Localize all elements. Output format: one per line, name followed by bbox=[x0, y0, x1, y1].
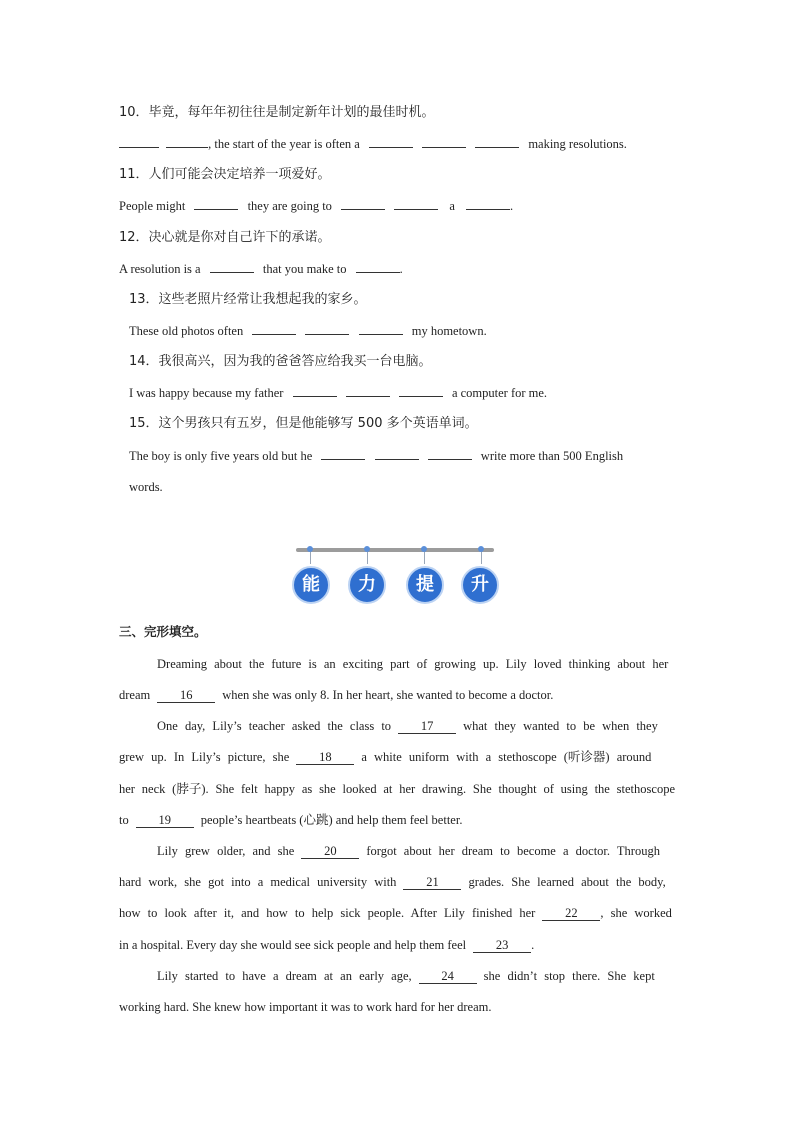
cloze-text: Lily grew older, and she bbox=[157, 844, 295, 858]
banner-char: 能 bbox=[292, 566, 330, 604]
answer-blank[interactable] bbox=[375, 447, 419, 460]
cloze-line bbox=[157, 842, 660, 860]
q15-text-b: write more than 500 English bbox=[480, 449, 624, 463]
cloze-text: One day, Lily’s teacher asked the class to bbox=[157, 719, 392, 733]
answer-blank[interactable] bbox=[166, 135, 208, 148]
banner-stem bbox=[367, 552, 368, 564]
answer-blank[interactable] bbox=[194, 197, 238, 210]
cloze-text: how to look after it, and how to help sick people. After Lily finished her bbox=[119, 906, 536, 920]
cloze-text: in a hospital. Every day she would see sick people and help them feel bbox=[119, 938, 467, 952]
cloze-text: Dreaming about the future is an exciting part of growing up. Lily loved thinking about her bbox=[157, 657, 669, 671]
cloze-blank-number[interactable]: 21 bbox=[403, 875, 461, 890]
banner-char: 升 bbox=[461, 566, 499, 604]
q10-chinese: 10．毕竟，每年年初往往是制定新年计划的最佳时机。 bbox=[119, 105, 435, 120]
q11-english bbox=[119, 197, 513, 215]
answer-blank[interactable] bbox=[369, 135, 413, 148]
cloze-blank-number[interactable]: 22 bbox=[542, 906, 600, 921]
cloze-text: people’s heartbeats (心跳) and help them feel better. bbox=[200, 813, 463, 827]
q11-text-c: a bbox=[449, 199, 455, 213]
cloze-line bbox=[119, 936, 534, 954]
q13-english bbox=[129, 322, 487, 340]
answer-blank[interactable] bbox=[399, 384, 443, 397]
answer-blank[interactable] bbox=[346, 384, 390, 397]
cloze-text: a white uniform with a stethoscope (听诊器) around bbox=[361, 750, 652, 764]
q15-english-cont: words. bbox=[129, 480, 163, 494]
cloze-text: . bbox=[531, 938, 535, 952]
q14-text-a: I was happy because my father bbox=[129, 386, 284, 400]
answer-blank[interactable] bbox=[428, 447, 472, 460]
cloze-text: , she worked bbox=[600, 906, 672, 920]
cloze-text: working hard. She knew how important it was to work hard for her dream. bbox=[119, 1000, 492, 1014]
banner-stem bbox=[481, 552, 482, 564]
q15-english bbox=[129, 447, 623, 465]
banner-char: 力 bbox=[348, 566, 386, 604]
q12-english bbox=[119, 260, 403, 278]
answer-blank[interactable] bbox=[293, 384, 337, 397]
answer-blank[interactable] bbox=[475, 135, 519, 148]
cloze-blank-number[interactable]: 17 bbox=[398, 719, 456, 734]
cloze-text: to bbox=[119, 813, 129, 827]
cloze-line bbox=[119, 873, 666, 891]
cloze-blank-number[interactable]: 18 bbox=[296, 750, 354, 765]
answer-blank[interactable] bbox=[119, 135, 159, 148]
q12-text-a: A resolution is a bbox=[119, 262, 201, 276]
answer-blank[interactable] bbox=[356, 260, 400, 273]
q14-chinese: 14．我很高兴，因为我的爸爸答应给我买一台电脑。 bbox=[129, 354, 432, 369]
cloze-blank-number[interactable]: 20 bbox=[301, 844, 359, 859]
cloze-blank-number[interactable]: 16 bbox=[157, 688, 215, 703]
q13-text-b: my hometown. bbox=[411, 324, 487, 338]
q14-text-b: a computer for me. bbox=[451, 386, 548, 400]
answer-blank[interactable] bbox=[252, 322, 296, 335]
q12-chinese: 12．决心就是你对自己许下的承诺。 bbox=[119, 230, 331, 245]
ability-banner bbox=[290, 544, 500, 606]
q11-text-d: . bbox=[510, 199, 514, 213]
cloze-text: grades. She learned about the body, bbox=[468, 875, 666, 889]
banner-stem bbox=[310, 552, 311, 564]
q11-text-b: they are going to bbox=[247, 199, 332, 213]
answer-blank[interactable] bbox=[394, 197, 438, 210]
q15-text-a: The boy is only five years old but he bbox=[129, 449, 313, 463]
answer-blank[interactable] bbox=[305, 322, 349, 335]
q11-text-a: People might bbox=[119, 199, 186, 213]
cloze-text: grew up. In Lily’s picture, she bbox=[119, 750, 290, 764]
cloze-text: dream bbox=[119, 688, 151, 702]
q10-text-mid: , the start of the year is often a bbox=[208, 137, 360, 151]
cloze-text: forgot about her dream to become a doctor. Through bbox=[366, 844, 660, 858]
cloze-line bbox=[119, 686, 553, 704]
q10-text-end: making resolutions. bbox=[528, 137, 627, 151]
q15-chinese: 15．这个男孩只有五岁，但是他能够写 500 多个英语单词。 bbox=[129, 416, 478, 431]
cloze-line bbox=[157, 717, 658, 735]
q10-english bbox=[119, 135, 627, 153]
answer-blank[interactable] bbox=[321, 447, 365, 460]
banner-char: 提 bbox=[406, 566, 444, 604]
cloze-line bbox=[157, 967, 655, 985]
cloze-text: when she was only 8. In her heart, she wanted to become a doctor. bbox=[222, 688, 554, 702]
answer-blank[interactable] bbox=[466, 197, 510, 210]
cloze-blank-number[interactable]: 24 bbox=[419, 969, 477, 984]
section-title: 三、完形填空。 bbox=[119, 624, 207, 639]
cloze-line bbox=[119, 811, 462, 829]
q13-chinese: 13．这些老照片经常让我想起我的家乡。 bbox=[129, 292, 367, 307]
cloze-text: her neck (脖子). She felt happy as she looked at her drawing. She thought of using the stethoscope bbox=[119, 782, 675, 796]
cloze-blank-number[interactable]: 19 bbox=[136, 813, 194, 828]
cloze-text: Lily started to have a dream at an early age, bbox=[157, 969, 412, 983]
cloze-text: what they wanted to be when they bbox=[463, 719, 658, 733]
cloze-blank-number[interactable]: 23 bbox=[473, 938, 531, 953]
cloze-line bbox=[157, 655, 668, 673]
answer-blank[interactable] bbox=[422, 135, 466, 148]
banner-bar bbox=[296, 548, 494, 552]
cloze-line bbox=[119, 780, 675, 798]
q14-english bbox=[129, 384, 547, 402]
cloze-line bbox=[119, 748, 651, 766]
cloze-line bbox=[119, 904, 672, 922]
cloze-text: she didn’t stop there. She kept bbox=[483, 969, 655, 983]
answer-blank[interactable] bbox=[341, 197, 385, 210]
answer-blank[interactable] bbox=[210, 260, 254, 273]
q13-text-a: These old photos often bbox=[129, 324, 244, 338]
answer-blank[interactable] bbox=[359, 322, 403, 335]
banner-stem bbox=[424, 552, 425, 564]
cloze-line bbox=[119, 998, 491, 1016]
q12-text-c: . bbox=[399, 262, 403, 276]
q12-text-b: that you make to bbox=[262, 262, 347, 276]
cloze-text: hard work, she got into a medical university with bbox=[119, 875, 397, 889]
q11-chinese: 11．人们可能会决定培养一项爱好。 bbox=[119, 167, 331, 182]
